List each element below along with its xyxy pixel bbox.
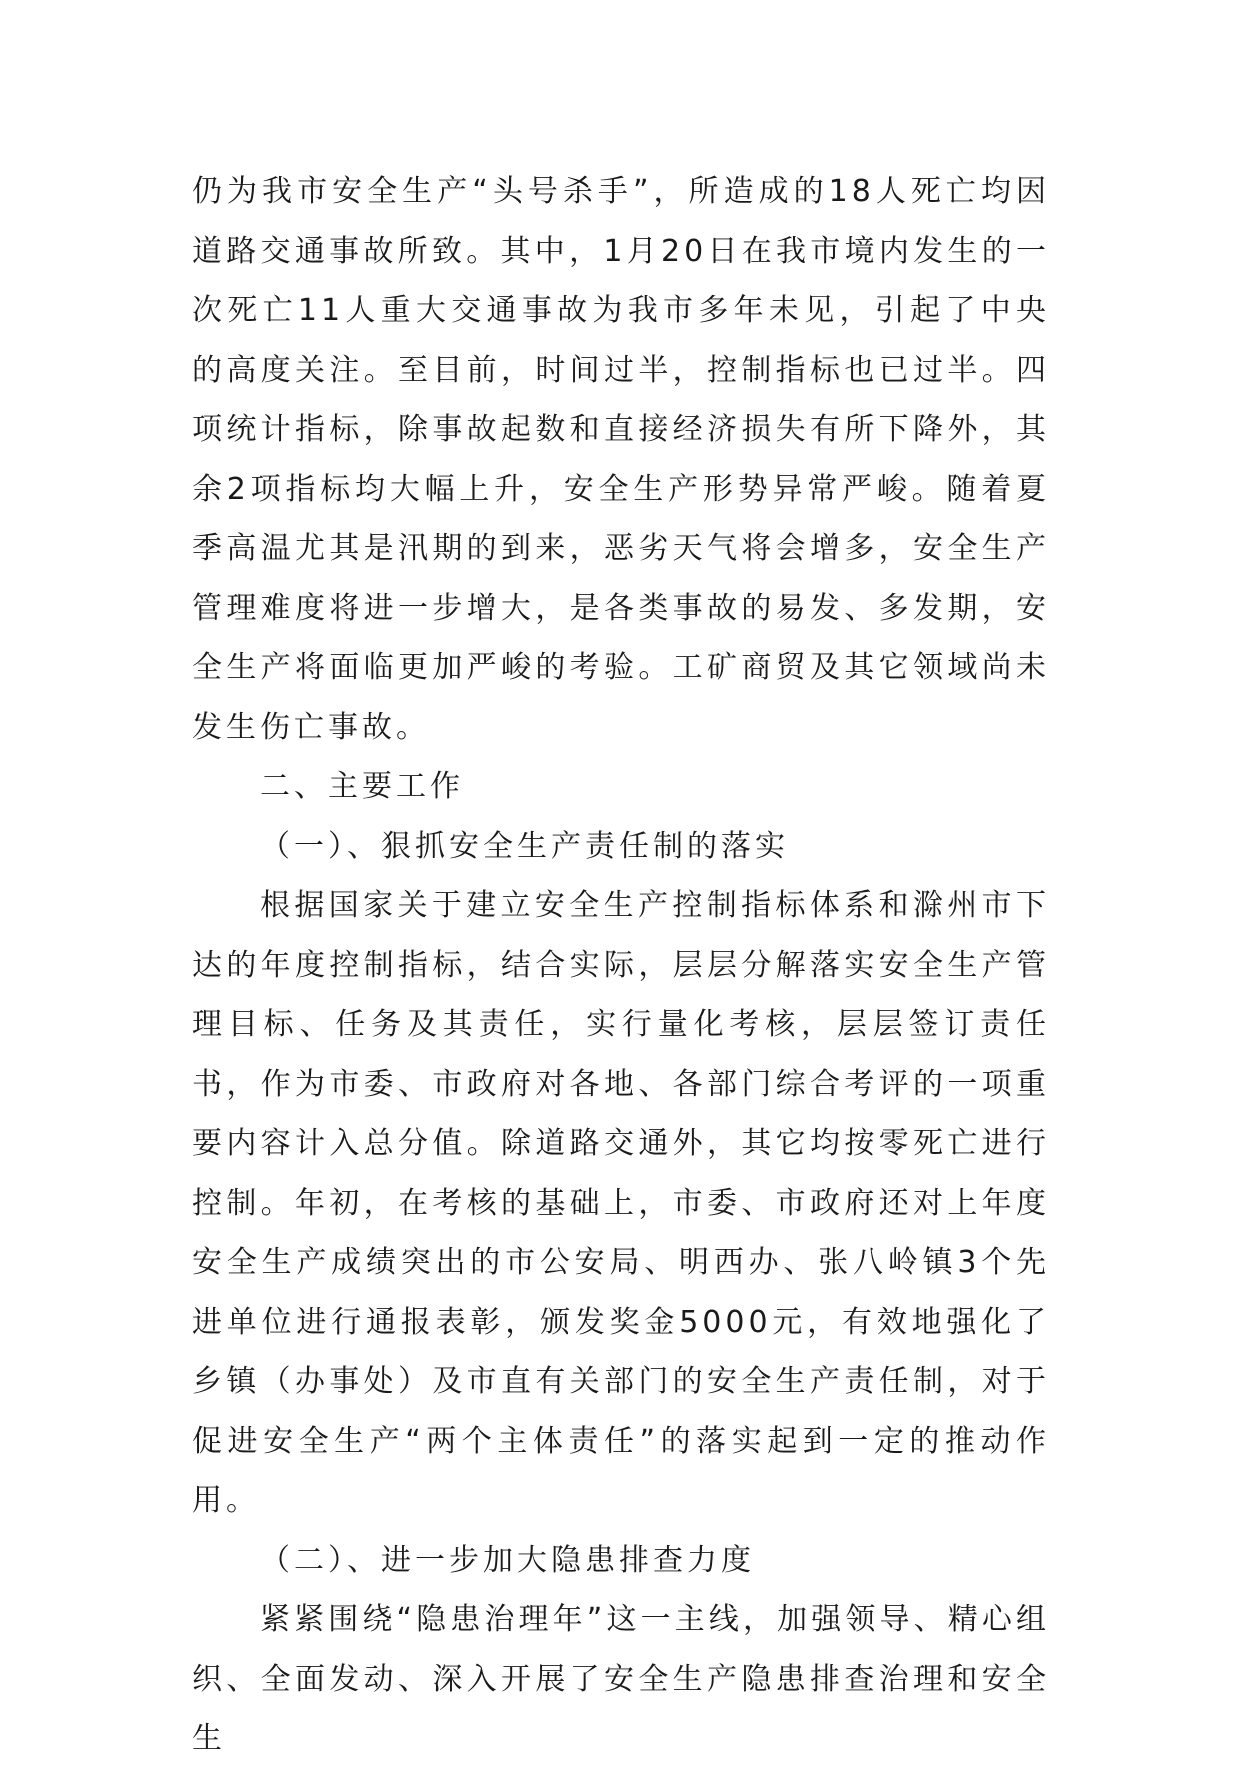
- section-heading-main-work: 二、主要工作: [260, 769, 464, 804]
- paragraph-responsibility: 根据国家关于建立安全生产控制指标体系和滁州市下达的年度控制指标，结合实际，层层分解落实安全生产管理目标、任务及其责任，实行量化考核，层层签订责任书，作为市委、市政府对各地、各部门综合考评的一项重要内容计入总分值。除道路交通外，其它均按零死亡进行控制。年初，在考核的基础上，市委、市政府还对上年度安全生产成绩突出的市公安局、明西办、张八岭镇3个先进单位进行通报表彰，颁发奖金5000元，有效地强化了乡镇（办事处）及市直有关部门的安全生产责任制，对于促进安全生产“两个主体责任”的落实起到一定的推动作用。: [192, 888, 1050, 1518]
- paragraph-accident-summary: 仍为我市安全生产“头号杀手”，所造成的18人死亡均因道路交通事故所致。其中，1月20日在我市境内发生的一次死亡11人重大交通事故为我市多年未见，引起了中央的高度关注。至目前，时间过半，控制指标也已过半。四项统计指标，除事故起数和直接经济损失有所下降外，其余2项指标均大幅上升，安全生产形势异常严峻。随着夏季高温尤其是汛期的到来，恶劣天气将会增多，安全生产管理难度将进一步增大，是各类事故的易发、多发期，安全生产将面临更加严峻的考验。工矿商贸及其它领域尚未发生伤亡事故。: [192, 174, 1050, 745]
- subsection-heading-responsibility: （一）、狠抓安全生产责任制的落实: [260, 828, 789, 864]
- paragraph-hazard-inspection: 紧紧围绕“隐患治理年”这一主线，加强领导、精心组织、全面发动、深入开展了安全生产隐患排查治理和安全生: [192, 1602, 1050, 1756]
- document-body: [192, 162, 1050, 1769]
- subsection-heading-hazard-inspection: （二）、进一步加大隐患排查力度: [260, 1542, 755, 1578]
